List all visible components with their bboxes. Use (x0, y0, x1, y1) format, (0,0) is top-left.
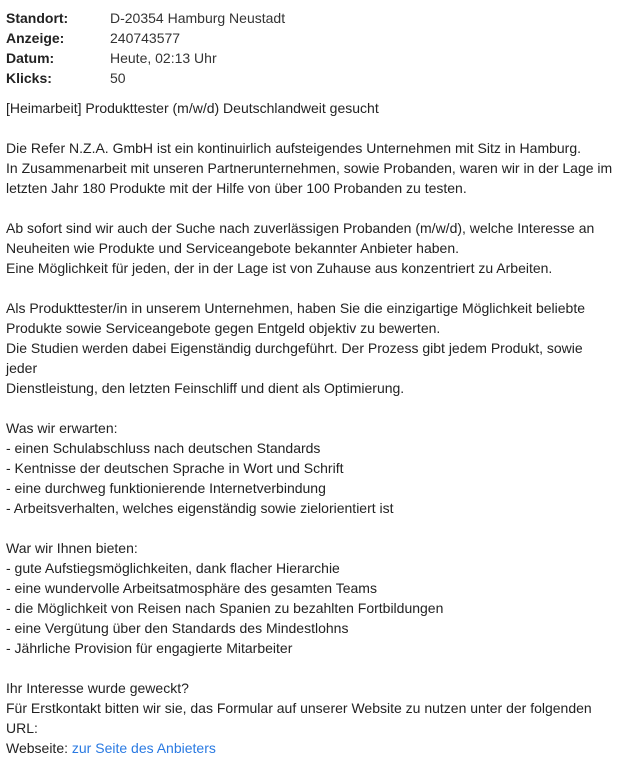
text-line: Dienstleistung, den letzten Feinschliff und dient als Optimierung. (6, 380, 405, 396)
list-item: - Arbeitsverhalten, welches eigenständig sowie zielorientiert ist (6, 500, 394, 516)
meta-key-date: Datum: (6, 50, 55, 66)
list-heading: War wir Ihnen bieten: (6, 540, 138, 556)
text-line: letzten Jahr 180 Produkte mit der Hilfe von über 100 Probanden zu testen. (6, 180, 467, 196)
meta-value-ad-id: 240743577 (110, 30, 181, 46)
text-line: Für Erstkontakt bitten wir sie, das Formular auf unserer Website zu nutzen unter der folgenden (6, 700, 592, 716)
paragraph-intro (6, 138, 617, 198)
list-heading: Was wir erwarten: (6, 420, 118, 436)
meta-value-location: D-20354 Hamburg Neustadt (110, 10, 286, 26)
meta-key-clicks: Klicks: (6, 70, 52, 86)
meta-value-date: Heute, 02:13 Uhr (110, 50, 217, 66)
text-line: Als Produkttester/in in unserem Unternehmen, haben Sie die einzigartige Möglichkeit beliebte (6, 300, 585, 316)
list-item: - Kentnisse der deutschen Sprache in Wort und Schrift (6, 460, 344, 476)
text-line: Die Refer N.Z.A. GmbH ist ein kontinuirlich aufsteigendes Unternehmen mit Sitz in Hamburg. (6, 140, 582, 156)
paragraph-role (6, 298, 617, 398)
text-line: Produkte sowie Serviceangebote gegen Entgeld objektiv zu bewerten. (6, 320, 441, 336)
list-item: - die Möglichkeit von Reisen nach Spanien zu bezahlten Fortbildungen (6, 600, 444, 616)
meta-value-clicks: 50 (110, 70, 126, 86)
list-offers (6, 538, 617, 658)
paragraph-search (6, 218, 617, 278)
text-line: Ihr Interesse wurde geweckt? (6, 680, 189, 696)
list-item: - gute Aufstiegsmöglichkeiten, dank flacher Hierarchie (6, 560, 340, 576)
list-expectations (6, 418, 617, 518)
list-item: - Jährliche Provision für engagierte Mitarbeiter (6, 640, 293, 656)
text-line: Ab sofort sind wir auch der Suche nach zuverlässigen Probanden (m/w/d), welche Interesse an (6, 220, 595, 236)
paragraph-contact (6, 678, 617, 758)
website-line (6, 738, 617, 758)
list-item: - einen Schulabschluss nach deutschen Standards (6, 440, 321, 456)
meta-key-ad-id: Anzeige: (6, 30, 65, 46)
ad-meta (6, 8, 617, 88)
text-line: In Zusammenarbeit mit unseren Partnerunternehmen, sowie Probanden, waren wir in der Lage im (6, 160, 613, 176)
list-item: - eine wundervolle Arbeitsatmosphäre des gesamten Teams (6, 580, 377, 596)
text-line: Neuheiten wie Produkte und Serviceangebote bekannter Anbieter haben. (6, 240, 459, 256)
provider-website-link[interactable]: zur Seite des Anbieters (71, 740, 216, 756)
text-line: URL: (6, 720, 38, 736)
meta-key-location: Standort: (6, 10, 69, 26)
text-line: Die Studien werden dabei Eigenständig durchgeführt. Der Prozess gibt jedem Produkt, sowie jeder (6, 340, 583, 376)
text-line: Eine Möglichkeit für jeden, der in der Lage ist von Zuhause aus konzentriert zu Arbeiten. (6, 260, 553, 276)
ad-title: [Heimarbeit] Produkttester (m/w/d) Deutschlandweit gesucht (6, 100, 379, 116)
list-item: - eine durchweg funktionierende Internetverbindung (6, 480, 326, 496)
website-label: Webseite: (6, 740, 72, 756)
list-item: - eine Vergütung über den Standards des Mindestlohns (6, 620, 349, 636)
